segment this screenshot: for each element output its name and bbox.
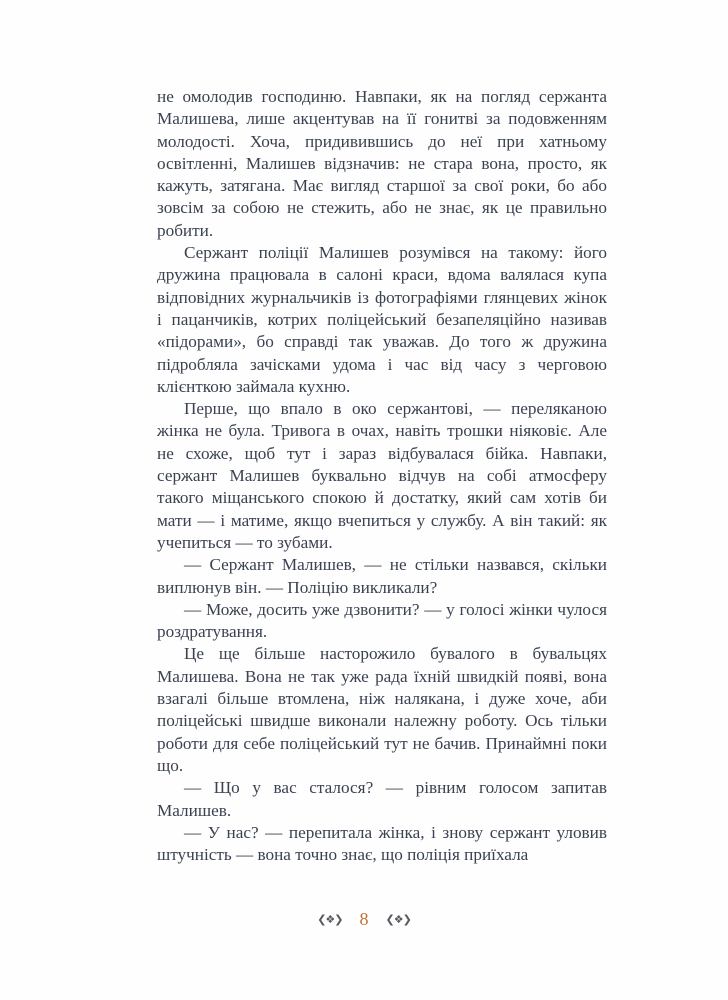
paragraph-dialogue: — Що у вас сталося? — рівним голосом запитав Малишев.: [157, 778, 607, 820]
page-number: 8: [359, 909, 369, 929]
page-footer: [0, 910, 728, 928]
paragraph-dialogue: — Сержант Малишев, — не стільки назвався, скільки виплюнув він. — Поліцію викликали?: [157, 555, 607, 597]
paragraph-continuation: не омолодив господиню. Навпаки, як на погляд сержанта Малишева, лише акцентував на її гонитві за подовженням молодості. Хоча, придивившись до неї при хатньому освітленні, Малишев відзначив: не стара вона, просто, як кажуть, затягана. Має вигляд старшої за свої роки, бо або зовсім за собою не стежить, або не знає, як це правильно робити.: [157, 87, 607, 240]
footer-ornament-right-icon: ❮❖❯: [385, 912, 411, 926]
paragraph: Сержант поліції Малишев розумівся на такому: його дружина працювала в салоні краси, вдома валялася купа відповідних журнальчиків із фотографіями глянцевих жінок і пацанчиків, котрих поліцейський безапеляційно називав «підорами», бо справді так уважав. До того ж дружина підробляла зачісками удома і час від часу з черговою клієнткою займала кухню.: [157, 243, 607, 396]
paragraph-dialogue: — У нас? — перепитала жінка, і знову сержант уловив штучність — вона точно знає, що поліція приїхала: [157, 822, 607, 865]
page-text: [157, 86, 607, 866]
footer-ornament-left-icon: ❮❖❯: [317, 912, 343, 926]
paragraph: Перше, що впало в око сержантові, — переляканою жінка не була. Тривога в очах, навіть трошки ніяковіє. Але не схоже, щоб тут і зараз відбувалася бійка. Навпаки, сержант Малишев буквально відчув на собі атмосферу такого міщанського спокою й достатку, який сам хотів би мати — і матиме, якщо вчепиться у службу. А він такий: як учепиться — то зубами.: [157, 399, 607, 552]
paragraph: Це ще більше насторожило бувалого в бувальцях Малишева. Вона не так уже рада їхній швидкій появі, вона взагалі більше втомлена, ніж налякана, і дуже хоче, аби поліцейські швидше виконали належну роботу. Ось тільки роботи для себе поліцейський тут не бачив. Принаймні поки що.: [157, 644, 607, 775]
paragraph-dialogue: — Може, досить уже дзвонити? — у голосі жінки чулося роздратування.: [157, 599, 607, 642]
